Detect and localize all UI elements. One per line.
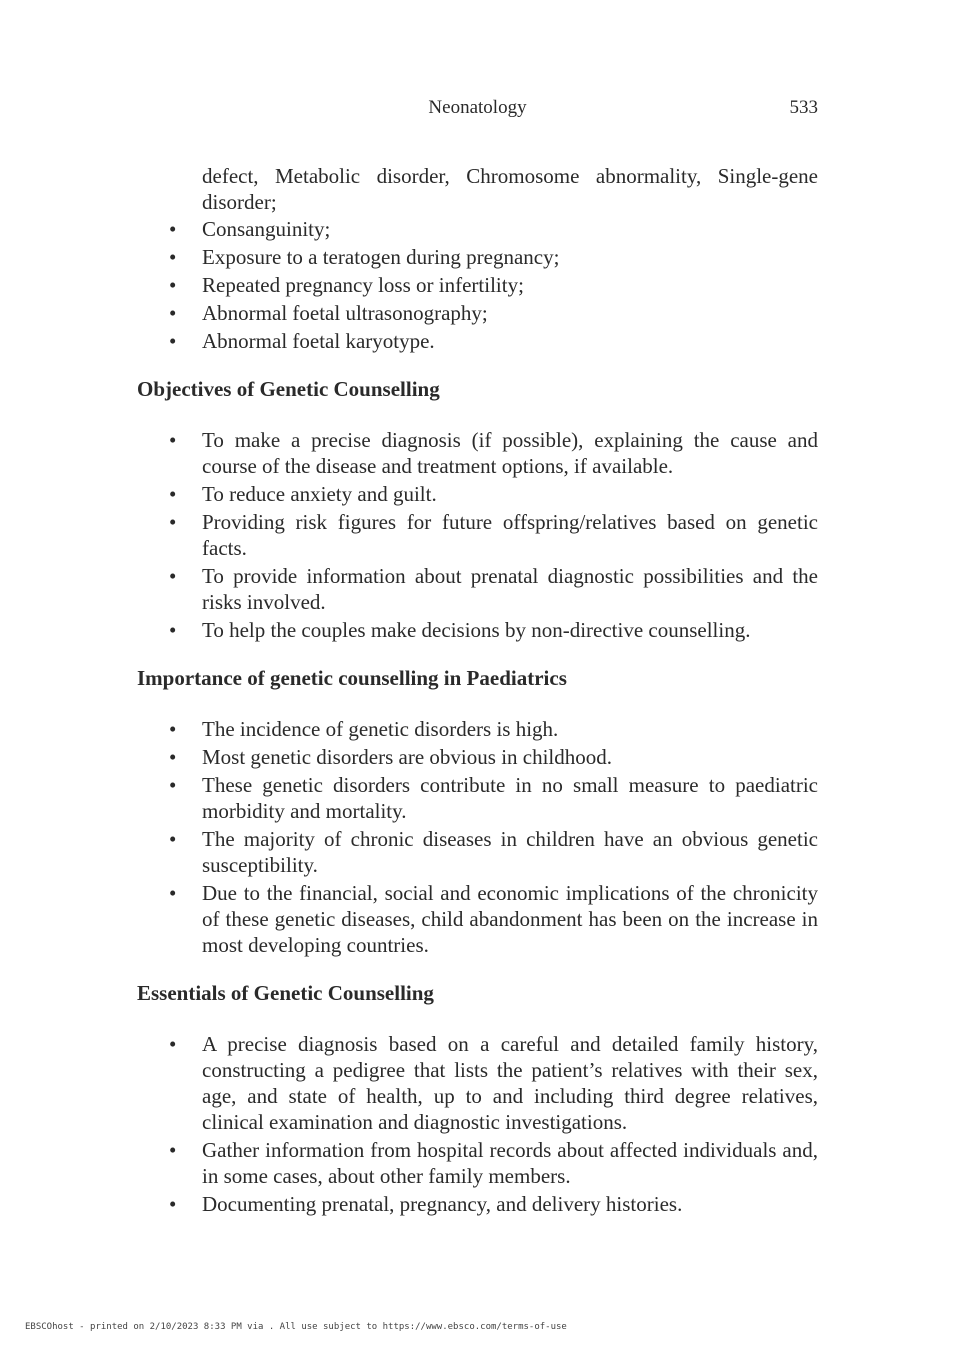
risk-factor-list bbox=[137, 216, 818, 354]
bullet: • bbox=[169, 717, 177, 741]
list-item: • Abnormal foetal karyotype. bbox=[169, 329, 435, 353]
list-item: • The majority of chronic diseases in children have an obvious genetic susceptibility. bbox=[169, 827, 818, 877]
list-item: • To provide information about prenatal diagnostic possibilities and the risks involved. bbox=[169, 564, 818, 614]
bullet: • bbox=[169, 301, 177, 325]
importance-list bbox=[137, 716, 818, 958]
list-item: • The incidence of genetic disorders is high. bbox=[169, 717, 559, 741]
bullet: • bbox=[169, 217, 177, 241]
list-item: • Repeated pregnancy loss or infertility; bbox=[169, 273, 524, 297]
print-footer: EBSCOhost - printed on 2/10/2023 8:33 PM via . All use subject to https://www.ebsco.com/terms-of-use bbox=[25, 1322, 567, 1332]
bullet: • bbox=[169, 482, 177, 506]
list-item: • Documenting prenatal, pregnancy, and delivery histories. bbox=[169, 1192, 683, 1216]
section-heading-objectives: Objectives of Genetic Counselling bbox=[137, 377, 440, 401]
list-item: • To make a precise diagnosis (if possible), explaining the cause and course of the disease and treatment options, if available. bbox=[169, 428, 818, 478]
bullet: • bbox=[169, 1192, 177, 1216]
continued-text: defect, Metabolic disorder, Chromosome abnormality, Single-gene disorder; bbox=[202, 164, 818, 214]
bullet: • bbox=[169, 827, 177, 851]
section-heading-importance: Importance of genetic counselling in Paediatrics bbox=[137, 666, 567, 690]
list-item: • Due to the financial, social and economic implications of the chronicity of these genetic diseases, child abandonment has been on the increase in most developing countries. bbox=[169, 881, 818, 957]
bullet: • bbox=[169, 773, 177, 797]
bullet: • bbox=[169, 618, 177, 642]
bullet: • bbox=[169, 1138, 177, 1162]
page-content bbox=[137, 163, 818, 1219]
list-item: • A precise diagnosis based on a careful and detailed family history, constructing a pedigree that lists the patient’s relatives with their sex, age, and state of health, up to and including third degree relatives, clinical examination and diagnostic investigations. bbox=[169, 1032, 818, 1134]
bullet: • bbox=[169, 745, 177, 769]
list-item: • Providing risk figures for future offspring/relatives based on genetic facts. bbox=[169, 510, 818, 560]
list-item: • Exposure to a teratogen during pregnancy; bbox=[169, 245, 560, 269]
bullet: • bbox=[169, 564, 177, 588]
bullet: • bbox=[169, 1032, 177, 1056]
list-item: • Consanguinity; bbox=[169, 217, 331, 241]
bullet: • bbox=[169, 245, 177, 269]
list-item: • To reduce anxiety and guilt. bbox=[169, 482, 437, 506]
list-item: • Gather information from hospital records about affected individuals and, in some cases, about other family members. bbox=[169, 1138, 818, 1188]
page-number: 533 bbox=[789, 97, 818, 118]
section-heading-essentials: Essentials of Genetic Counselling bbox=[137, 981, 434, 1005]
list-item: • These genetic disorders contribute in no small measure to paediatric morbidity and mortality. bbox=[169, 773, 818, 823]
list-item: • Abnormal foetal ultrasonography; bbox=[169, 301, 488, 325]
list-item: • To help the couples make decisions by non-directive counselling. bbox=[169, 618, 751, 642]
objectives-list bbox=[137, 427, 818, 643]
bullet: • bbox=[169, 428, 177, 452]
essentials-list bbox=[137, 1031, 818, 1217]
bullet: • bbox=[169, 273, 177, 297]
bullet: • bbox=[169, 510, 177, 534]
bullet: • bbox=[169, 329, 177, 353]
bullet: • bbox=[169, 881, 177, 905]
running-head bbox=[137, 97, 818, 121]
list-item: • Most genetic disorders are obvious in childhood. bbox=[169, 745, 613, 769]
running-title: Neonatology bbox=[428, 97, 527, 118]
